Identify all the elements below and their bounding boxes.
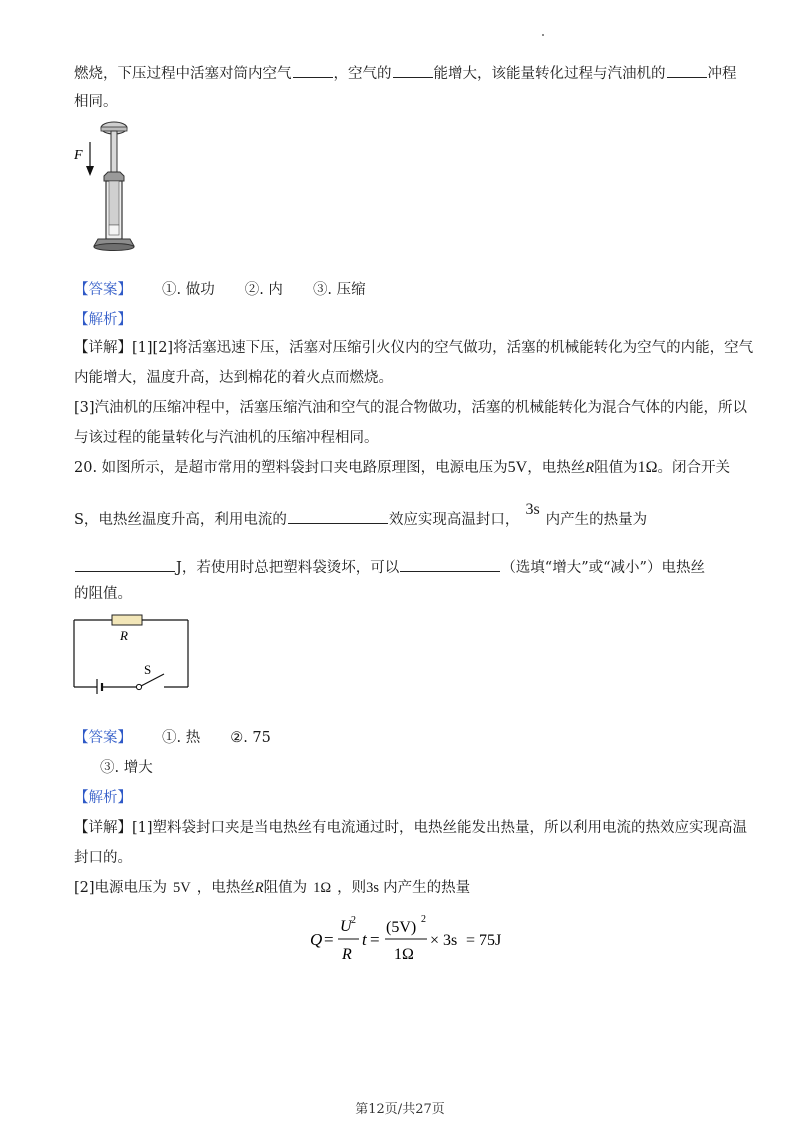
page-footer: 第12页/共27页 xyxy=(355,1102,445,1117)
corner-dot xyxy=(542,34,544,36)
answer-tag: 【答案】 xyxy=(74,282,132,298)
q20-detail-line3: [2]电源电压为 5V ，电热丝R阻值为 1Ω ，则3s 内产生的热量 xyxy=(74,880,471,896)
switch-label: S xyxy=(144,662,152,677)
switch-contact xyxy=(136,684,141,689)
svg-text:U: U xyxy=(340,918,352,935)
svg-text:=: = xyxy=(324,930,334,949)
svg-text:t: t xyxy=(362,930,367,949)
resistance-value: 1Ω xyxy=(637,459,658,476)
cylinder-cap xyxy=(104,172,124,181)
detail-tag: 【详解】 xyxy=(74,820,132,836)
q19-detail-line4: 与该过程的能量转化与汽油机的压缩冲程相同。 xyxy=(74,430,379,446)
q20-answer xyxy=(74,728,271,748)
heating-wire-resistor xyxy=(112,615,142,625)
answer-tag: 【答案】 xyxy=(74,730,132,746)
cotton xyxy=(109,225,119,235)
svg-text:Q: Q xyxy=(310,930,323,949)
q20-analysis-tag: 【解析】 xyxy=(74,790,132,806)
q19-text: 燃烧，下压过程中活塞对筒内空气 xyxy=(74,66,292,82)
q20-stem-line3: J，若使用时总把塑料袋烫坏，可以 （选填“增大”或“减小”）电热丝 xyxy=(74,556,705,578)
q20-blank-1[interactable] xyxy=(288,508,388,524)
q19-detail-line3: [3]汽油机的压缩冲程中，活塞压缩汽油和空气的混合物做功，活塞的机械能转化为混合气体的内能，所以 xyxy=(74,400,748,416)
resistor-label: R xyxy=(120,628,128,643)
svg-text:(5V): (5V) xyxy=(386,919,417,936)
q19-stem-line1 xyxy=(74,62,737,84)
answer-item: ③. 压缩 xyxy=(312,282,366,298)
q20-detail-line2: 封口的。 xyxy=(74,850,132,866)
q19-stem-line2: 相同。 xyxy=(74,94,118,110)
detail-tag: 【详解】 xyxy=(74,340,132,356)
q19-text: ，空气的 xyxy=(333,66,392,82)
q20-stem-line2: S，电热丝温度升高，利用电流的 效应实现高温封口，3s内产生的热量为 xyxy=(74,501,648,528)
voltage-value: 5V xyxy=(507,459,528,476)
force-label-f: F xyxy=(74,148,83,163)
q19-blank-2[interactable] xyxy=(393,62,433,78)
svg-text:2: 2 xyxy=(421,914,426,925)
force-arrow-head xyxy=(86,166,94,176)
q20-stem-line4: 的阻值。 xyxy=(74,586,132,602)
svg-text:=: = xyxy=(370,930,380,949)
answer-item: ①. 热 xyxy=(162,730,201,746)
q19-analysis-tag: 【解析】 xyxy=(74,312,132,328)
answer-item: ②. 内 xyxy=(244,282,283,298)
circuit-diagram xyxy=(70,608,194,694)
q19-blank-1[interactable] xyxy=(293,62,333,78)
q19-blank-3[interactable] xyxy=(667,62,707,78)
q20-detail-line1: 【详解】[1]塑料袋封口夹是当电热丝有电流通过时，电热丝能发出热量，所以利用电流的热效应实现高温 xyxy=(74,820,748,836)
q19-detail-line2: 内能增大，温度升高，达到棉花的着火点而燃烧。 xyxy=(74,370,393,386)
svg-text:× 3s: × 3s xyxy=(430,932,458,949)
q19-detail-line1: 【详解】[1][2]将活塞迅速下压，活塞对压缩引火仪内的空气做功，活塞的机械能转化为空气的内能，空气 xyxy=(74,340,754,356)
svg-text:R: R xyxy=(342,946,352,963)
fire-piston-figure xyxy=(68,118,158,254)
q20-blank-2[interactable] xyxy=(75,556,175,572)
heat-formula xyxy=(300,910,520,972)
answer-item: ①. 做功 xyxy=(162,282,215,298)
q20-answer-3: ③. 增大 xyxy=(100,760,153,776)
q19-text: 能增大，该能量转化过程与汽油机的 xyxy=(433,66,666,82)
q19-answer xyxy=(74,280,366,300)
svg-text:1Ω: 1Ω xyxy=(394,946,414,963)
q20-stem-line1: 20. 如图所示，是超市常用的塑料袋封口夹电路原理图，电源电压为5V，电热丝R阻值为1Ω。闭合开关 xyxy=(74,459,730,476)
piston-rod xyxy=(111,131,117,173)
svg-text:2: 2 xyxy=(351,915,356,926)
q19-text: 冲程 xyxy=(707,66,737,82)
svg-text:= 75J: = 75J xyxy=(466,932,502,949)
answer-item: ②. 75 xyxy=(230,730,271,746)
time-value: 3s xyxy=(525,501,540,518)
q20-blank-3[interactable] xyxy=(400,556,500,572)
